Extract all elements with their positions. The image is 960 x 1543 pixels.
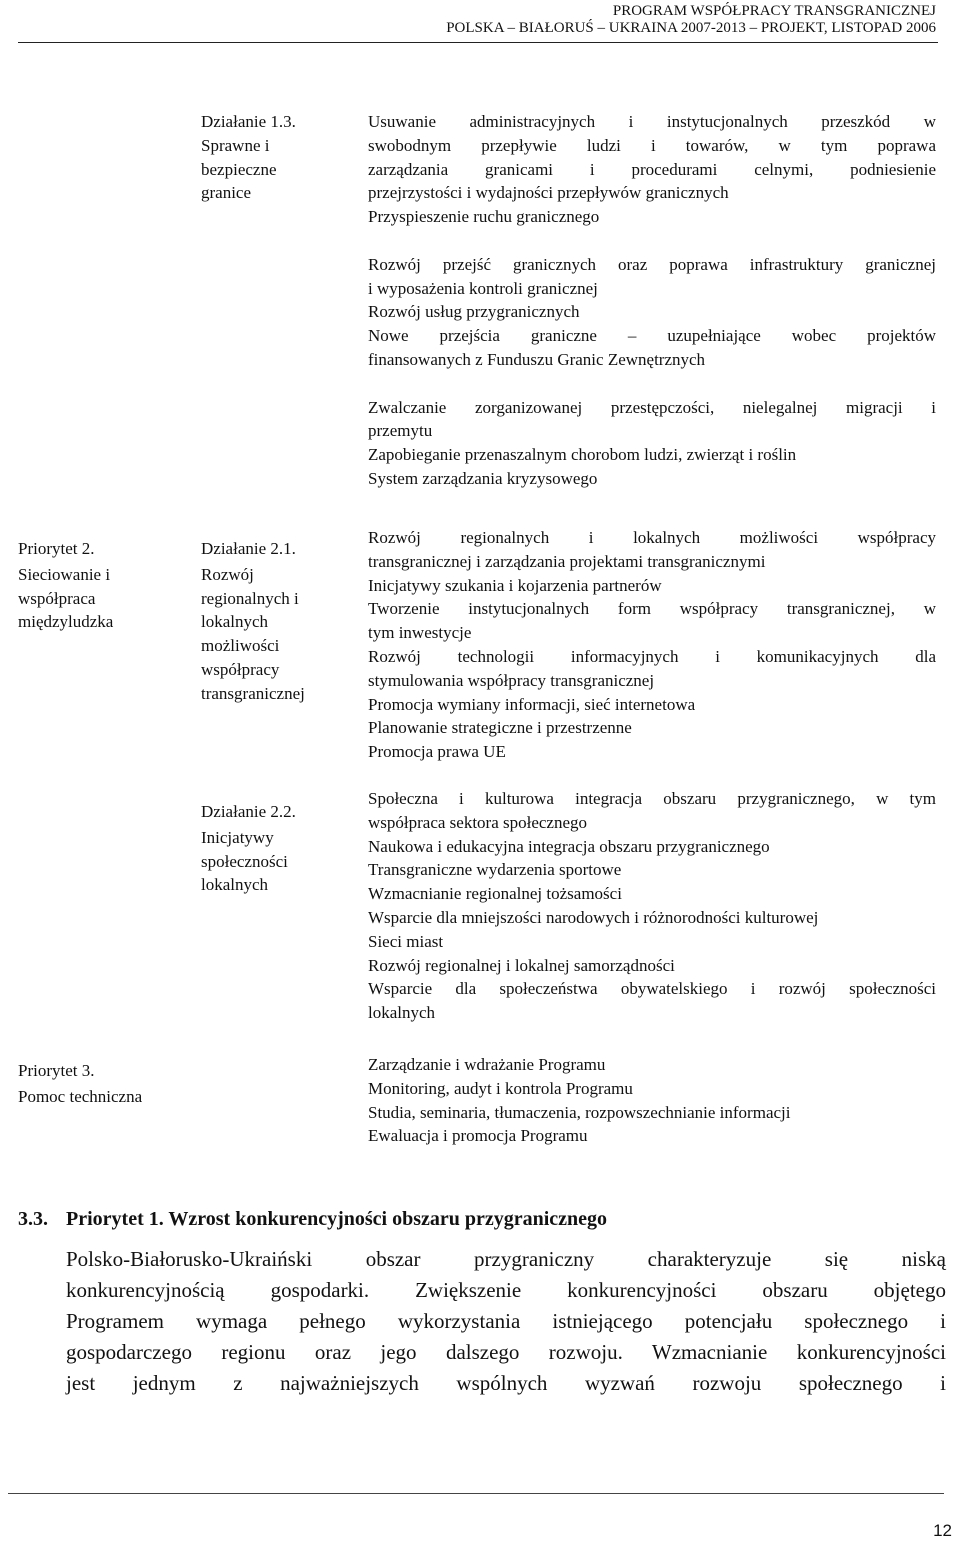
footer-rule [8,1493,944,1494]
label-line: lokalnych [201,612,269,632]
running-header-title: PROGRAM WSPÓŁPRACY TRANSGRANICZNEJ [612,3,936,19]
label-line: Działanie 2.2. [201,802,296,821]
content-line: finansowanych z Funduszu Granic Zewnętrznych [368,349,706,369]
label-line: regionalnych i [201,588,299,608]
content-line: lokalnych [368,1003,436,1023]
content-line: Transgraniczne wydarzenia sportowe [368,860,622,880]
content-line: Rozwój przejść granicznych oraz poprawa infrastruktury granicznej [368,254,936,274]
label-line: bezpieczne [201,159,277,179]
header-rule [18,42,938,43]
content-line: współpraca sektora społecznego [368,812,588,832]
content-line: Ewaluacja i promocja Programu [368,1126,588,1146]
label-line: lokalnych [201,875,269,895]
paragraph-line: konkurencyjnością gospodarki. Zwiększenie konkurencyjności obszaru objętego [66,1278,946,1302]
label-line: Priorytet 2. [18,539,95,558]
content-line: Zwalczanie zorganizowanej przestępczości, nielegalnej migracji i [368,397,936,417]
label-line: współpracy [201,659,280,679]
content-line: Inicjatywy szukania i kojarzenia partnerów [368,575,662,595]
content-line: Zarządzanie i wdrażanie Programu [368,1055,606,1074]
content-line: Wsparcie dla mniejszości narodowych i różnorodności kulturowej [368,907,819,927]
content-line: Planowanie strategiczne i przestrzenne [368,718,632,738]
label-line: możliwości [201,636,280,656]
content-line: Monitoring, audyt i kontrola Programu [368,1078,633,1098]
priority-3-content [368,1053,936,1148]
content-line: Nowe przejścia graniczne – uzupełniające wobec projektów [368,326,936,346]
section-title: Priorytet 1. Wzrost konkurencyjności obszaru przygranicznego [66,1208,608,1230]
label-line: Priorytet 3. [18,1061,95,1080]
content-line: Zapobieganie przenaszalnym chorobom ludzi, zwierząt i roślin [368,445,797,465]
content-line: zarządzania granicami i procedurami celnymi, podniesienie [368,159,936,179]
content-line: przejrzystości i wydajności przepływów granicznych [368,183,729,203]
action-2-2-content [368,787,936,1025]
action-1-3-content [368,110,936,491]
content-line: i wyposażenia kontroli granicznej [368,278,598,298]
priority-2-label [18,537,188,634]
content-line: Promocja prawa UE [368,742,506,762]
label-line: społeczności [201,851,288,871]
content-line: Studia, seminaria, tłumaczenia, rozpowszechnianie informacji [368,1102,791,1122]
content-line: Naukowa i edukacyjna integracja obszaru przygranicznego [368,836,770,856]
label-line: transgranicznej [201,683,305,703]
content-line: Usuwanie administracyjnych i instytucjonalnych przeszkód w [368,112,936,131]
priority-3-label [18,1059,188,1109]
action-1-3-label [201,110,351,205]
content-line: Promocja wymiany informacji, sieć internetowa [368,694,696,714]
label-line: Rozwój [201,564,254,584]
content-line: stymulowania współpracy transgranicznej [368,670,655,690]
content-line: przemytu [368,421,433,441]
label-line: granice [201,183,252,203]
label-line: międzyludzka [18,612,114,632]
label-line: Sieciowanie i [18,564,111,584]
content-line: Rozwój regionalnej i lokalnej samorządności [368,955,675,975]
action-2-1-content [368,526,936,764]
content-line: System zarządzania kryzysowego [368,468,598,488]
section-heading [18,1206,607,1232]
content-line: Społeczna i kulturowa integracja obszaru przygranicznego, w tym [368,789,936,808]
section-paragraph [66,1244,946,1399]
paragraph-line: jest jednym z najważniejszych wspólnych wyzwań rozwoju społecznego i [66,1371,946,1395]
paragraph-line: Programem wymaga pełnego wykorzystania istniejącego potencjału społecznego i [66,1309,946,1333]
blank-line [368,372,936,396]
content-line: swobodnym przepływie ludzi i towarów, w tym poprawa [368,135,936,155]
content-line: Tworzenie instytucjonalnych form współpracy transgranicznej, w [368,599,936,619]
label-line: Działanie 2.1. [201,539,296,558]
action-2-1-label [201,537,351,706]
content-line: Sieci miast [368,931,444,951]
content-line: tym inwestycje [368,623,472,643]
content-line: transgranicznej i zarządzania projektami transgranicznymi [368,551,766,571]
label-line: współpraca [18,588,96,608]
content-line: Rozwój usług przygranicznych [368,302,580,322]
page-number: 12 [933,1521,952,1540]
content-line: Rozwój technologii informacyjnych i komunikacyjnych dla [368,646,936,666]
label-line: Inicjatywy [201,827,274,847]
label-line: Pomoc techniczna [18,1086,143,1106]
running-header-subtitle: POLSKA – BIAŁORUŚ – UKRAINA 2007-2013 – PROJEKT, LISTOPAD 2006 [446,20,936,36]
label-line: Sprawne i [201,135,270,155]
content-line: Wzmacnianie regionalnej tożsamości [368,884,622,904]
action-2-2-label [201,800,351,897]
blank-line [368,229,936,253]
content-line: Wsparcie dla społeczeństwa obywatelskiego i rozwój społeczności [368,979,936,999]
section-number: 3.3. [18,1208,48,1230]
paragraph-line: gospodarczego regionu oraz jego dalszego rozwoju. Wzmacnianie konkurencyjności [66,1340,946,1364]
content-line: Przyspieszenie ruchu granicznego [368,207,600,227]
paragraph-line: Polsko-Białorusko-Ukraiński obszar przygraniczny charakteryzuje się niską [66,1247,946,1271]
label-line: Działanie 1.3. [201,112,296,131]
content-line: Rozwój regionalnych i lokalnych możliwości współpracy [368,528,936,547]
